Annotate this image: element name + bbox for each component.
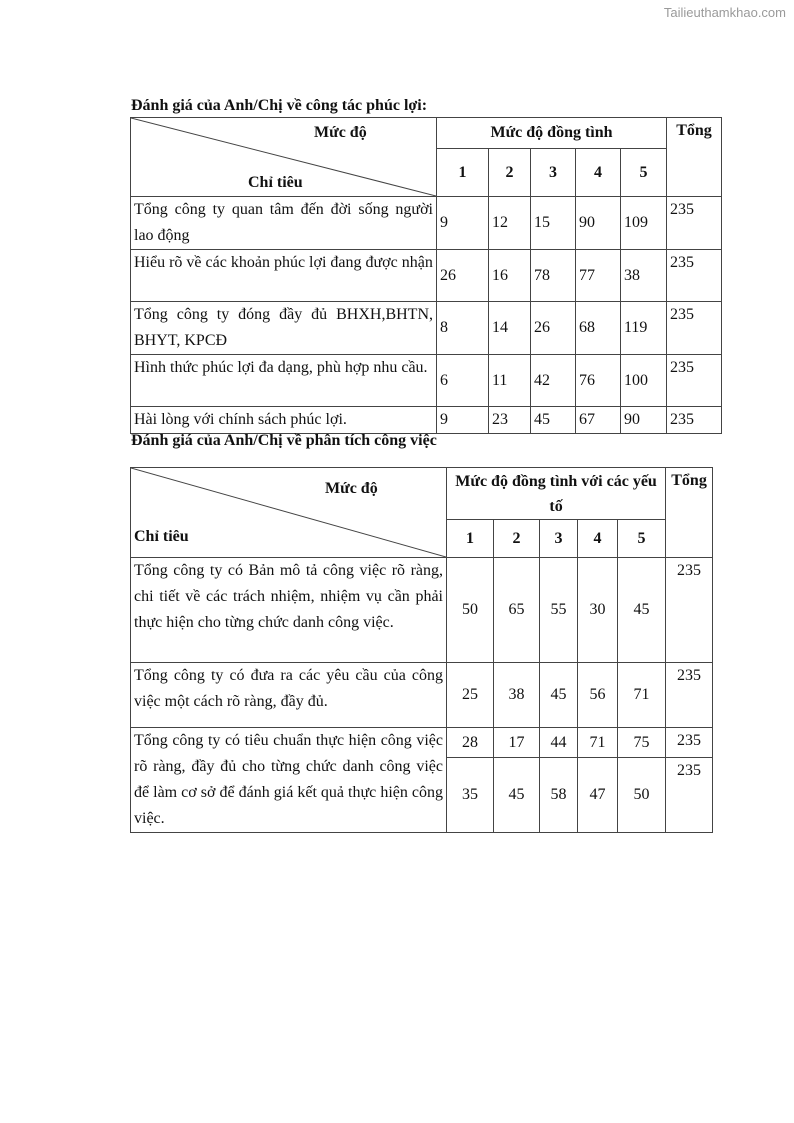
level-header: 3 — [531, 149, 576, 197]
cell-value: 76 — [576, 355, 621, 407]
cell-value: 35 — [447, 758, 494, 833]
row-total: 235 — [667, 197, 722, 250]
level-header: 4 — [578, 520, 618, 558]
row-label: Tổng công ty có đưa ra các yêu cầu của công việc một cách rõ ràng, đầy đủ. — [131, 663, 447, 728]
cell-value: 28 — [447, 728, 494, 758]
row-total: 235 — [667, 302, 722, 355]
cell-value: 71 — [618, 663, 666, 728]
row-total: 235 — [667, 407, 722, 434]
cell-value: 47 — [578, 758, 618, 833]
row-total: 235 — [667, 355, 722, 407]
table-row — [131, 407, 722, 434]
level-header: 4 — [576, 149, 621, 197]
row-total: 235 — [667, 250, 722, 302]
row-label: Tổng công ty đóng đầy đủ BHXH,BHTN, BHYT, KPCĐ — [131, 302, 437, 355]
table-row — [131, 663, 713, 728]
cell-value: 23 — [489, 407, 531, 434]
cell-value: 44 — [540, 728, 578, 758]
cell-value: 25 — [447, 663, 494, 728]
cell-value: 100 — [621, 355, 667, 407]
corner-bottom-label: Chỉ tiêu — [248, 174, 303, 191]
job-analysis-table — [130, 467, 713, 833]
corner-top-label: Mức độ — [325, 480, 378, 497]
total-header: Tổng — [667, 118, 722, 197]
total-header: Tổng — [666, 468, 713, 558]
cell-value: 77 — [576, 250, 621, 302]
table-row — [131, 355, 722, 407]
cell-value: 75 — [618, 728, 666, 758]
row-label: Tổng công ty quan tâm đến đời sống người lao động — [131, 197, 437, 250]
cell-value: 45 — [540, 663, 578, 728]
cell-value: 65 — [494, 558, 540, 663]
row-total: 235 — [666, 558, 713, 663]
table-row — [131, 558, 713, 663]
cell-value: 45 — [618, 558, 666, 663]
cell-value: 30 — [578, 558, 618, 663]
table1-title: Đánh giá của Anh/Chị về công tác phúc lợi: — [131, 97, 428, 114]
level-header: 2 — [489, 149, 531, 197]
table-row — [131, 302, 722, 355]
cell-value: 9 — [437, 197, 489, 250]
cell-value: 55 — [540, 558, 578, 663]
cell-value: 78 — [531, 250, 576, 302]
row-label: Tổng công ty có tiêu chuẩn thực hiện công việc rõ ràng, đầy đủ cho từng chức danh công việc để làm cơ sở để đánh giá kết quả thực hiện công việc. — [131, 728, 447, 833]
row-label: Hài lòng với chính sách phúc lợi. — [131, 407, 437, 434]
cell-value: 6 — [437, 355, 489, 407]
corner-header — [131, 468, 447, 558]
cell-value: 109 — [621, 197, 667, 250]
row-total: 235 — [666, 663, 713, 728]
cell-value: 45 — [531, 407, 576, 434]
cell-value: 45 — [494, 758, 540, 833]
cell-value: 58 — [540, 758, 578, 833]
cell-value: 8 — [437, 302, 489, 355]
level-header: 1 — [437, 149, 489, 197]
watermark: Tailieuthamkhao.com — [663, 5, 786, 20]
cell-value: 56 — [578, 663, 618, 728]
level-header: 5 — [621, 149, 667, 197]
cell-value: 16 — [489, 250, 531, 302]
cell-value: 90 — [621, 407, 667, 434]
cell-value: 67 — [576, 407, 621, 434]
cell-value: 9 — [437, 407, 489, 434]
corner-bottom-label: Chỉ tiêu — [134, 528, 189, 545]
cell-value: 50 — [618, 758, 666, 833]
table-row — [131, 197, 722, 250]
group-header: Mức độ đồng tình — [437, 118, 667, 149]
row-label: Tổng công ty có Bản mô tả công việc rõ ràng, chi tiết về các trách nhiệm, nhiệm vụ cần phải thực hiện cho từng chức danh công việc. — [131, 558, 447, 663]
row-label: Hình thức phúc lợi đa dạng, phù hợp nhu cầu. — [131, 355, 437, 407]
level-header: 3 — [540, 520, 578, 558]
cell-value: 38 — [621, 250, 667, 302]
group-header: Mức độ đồng tình với các yếu tố — [447, 468, 666, 520]
level-header: 2 — [494, 520, 540, 558]
cell-value: 50 — [447, 558, 494, 663]
cell-value: 12 — [489, 197, 531, 250]
cell-value: 17 — [494, 728, 540, 758]
cell-value: 42 — [531, 355, 576, 407]
cell-value: 38 — [494, 663, 540, 728]
row-total: 235 — [666, 728, 713, 758]
cell-value: 71 — [578, 728, 618, 758]
cell-value: 68 — [576, 302, 621, 355]
table-row — [131, 250, 722, 302]
corner-header — [131, 118, 437, 197]
table-row — [131, 728, 713, 758]
cell-value: 26 — [437, 250, 489, 302]
level-header: 5 — [618, 520, 666, 558]
row-label: Hiểu rõ về các khoản phúc lợi đang được nhận — [131, 250, 437, 302]
cell-value: 90 — [576, 197, 621, 250]
cell-value: 15 — [531, 197, 576, 250]
row-total: 235 — [666, 758, 713, 833]
corner-top-label: Mức độ — [314, 124, 367, 141]
welfare-table — [130, 117, 722, 434]
cell-value: 119 — [621, 302, 667, 355]
cell-value: 11 — [489, 355, 531, 407]
cell-value: 26 — [531, 302, 576, 355]
table2-title: Đánh giá của Anh/Chị về phân tích công việc — [131, 432, 437, 449]
cell-value: 14 — [489, 302, 531, 355]
level-header: 1 — [447, 520, 494, 558]
